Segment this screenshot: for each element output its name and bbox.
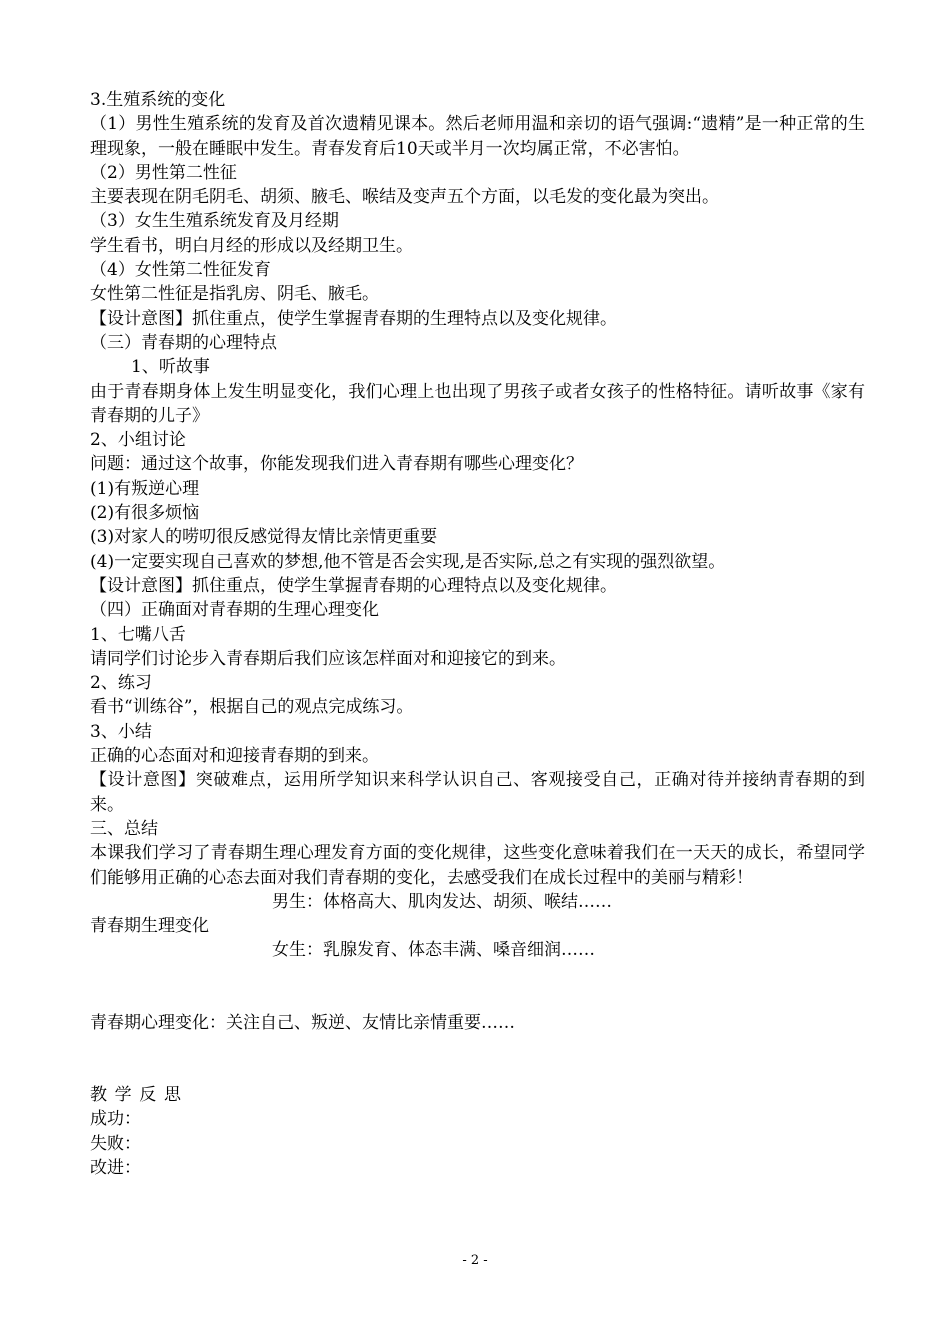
design-intent: 【设计意图】抓住重点，使学生掌握青春期的生理特点以及变化规律。 [90, 308, 617, 329]
sub-heading: （3）女生生殖系统发育及月经期 [90, 211, 339, 232]
list-item: (4)一定要实现自己喜欢的梦想,他不管是否会实现,是否实际,总之有实现的强烈欲望。 [90, 551, 726, 572]
reflection-success: 成功： [90, 1109, 141, 1130]
paragraph: 由于青春期身体上发生明显变化，我们心理上也出现了男孩子或者女孩子的性格特征。请听故事《家有青春期的儿子》 [90, 381, 865, 426]
document-body [90, 88, 865, 1180]
reflection-improve: 改进： [90, 1157, 141, 1178]
section-heading: （四）正确面对青春期的生理心理变化 [90, 600, 379, 621]
paragraph: 看书“训练谷”，根据自己的观点完成练习。 [90, 697, 414, 718]
spacer [90, 1035, 865, 1083]
section-heading: 3.生殖系统的变化 [90, 90, 226, 110]
summary-female: 女生：乳腺发育、体态丰满、嗓音细润…… [272, 940, 595, 961]
summary-psych: 青春期心理变化：关注自己、叛逆、友情比亲情重要…… [90, 1012, 515, 1033]
summary-male-row [90, 890, 865, 914]
paragraph: （1）男性生殖系统的发育及首次遗精见课本。然后老师用温和亲切的语气强调:“遗精”是一种正常的生理现象，一般在睡眠中发生。青春发育后10天或半月一次均属正常，不必害怕。 [90, 114, 865, 159]
list-item: (2)有很多烦恼 [90, 503, 200, 524]
summary-physical-row [90, 914, 865, 938]
spacer [90, 963, 865, 1011]
paragraph: 请同学们讨论步入青春期后我们应该怎样面对和迎接它的到来。 [90, 648, 566, 669]
paragraph: 学生看书，明白月经的形成以及经期卫生。 [90, 235, 413, 256]
summary-male: 男生：体格高大、肌肉发达、胡须、喉结…… [272, 891, 612, 912]
paragraph: 问题：通过这个故事，你能发现我们进入青春期有哪些心理变化？ [90, 454, 583, 475]
page-number: - 2 - [462, 1253, 488, 1268]
list-item: (3)对家人的唠叨很反感觉得友情比亲情更重要 [90, 527, 438, 548]
sub-heading: （4）女性第二性征发育 [90, 260, 271, 281]
design-intent: 【设计意图】抓住重点，使学生掌握青春期的心理特点以及变化规律。 [90, 575, 617, 596]
sub-heading: 1、听故事 [131, 357, 210, 378]
list-item: (1)有叛逆心理 [90, 478, 200, 499]
section-heading: （三）青春期的心理特点 [90, 332, 277, 353]
sub-heading: 2、练习 [90, 673, 152, 694]
sub-heading: 1、七嘴八舌 [90, 624, 186, 645]
paragraph: 主要表现在阴毛阴毛、胡须、腋毛、喉结及变声五个方面，以毛发的变化最为突出。 [90, 187, 719, 208]
summary-female-row [90, 938, 865, 962]
paragraph: 本课我们学习了青春期生理心理发育方面的变化规律，这些变化意味着我们在一天天的成长，希望同学们能够用正确的心态去面对我们青春期的变化，去感受我们在成长过程中的美丽与精彩！ [90, 843, 865, 888]
section-heading: 三、总结 [90, 818, 158, 839]
sub-heading: （2）男性第二性征 [90, 162, 237, 183]
reflection-failure: 失败： [90, 1133, 141, 1154]
paragraph: 女性第二性征是指乳房、阴毛、腋毛。 [90, 284, 379, 305]
paragraph: 正确的心态面对和迎接青春期的到来。 [90, 746, 379, 767]
design-intent: 【设计意图】突破难点，运用所学知识来科学认识自己、客观接受自己，正确对待并接纳青春期的到来。 [90, 770, 865, 815]
reflection-title: 教学反思 [90, 1084, 189, 1105]
sub-heading: 2、小组讨论 [90, 430, 186, 451]
summary-physical-label: 青春期生理变化 [90, 916, 209, 937]
sub-heading: 3、小结 [90, 721, 152, 742]
